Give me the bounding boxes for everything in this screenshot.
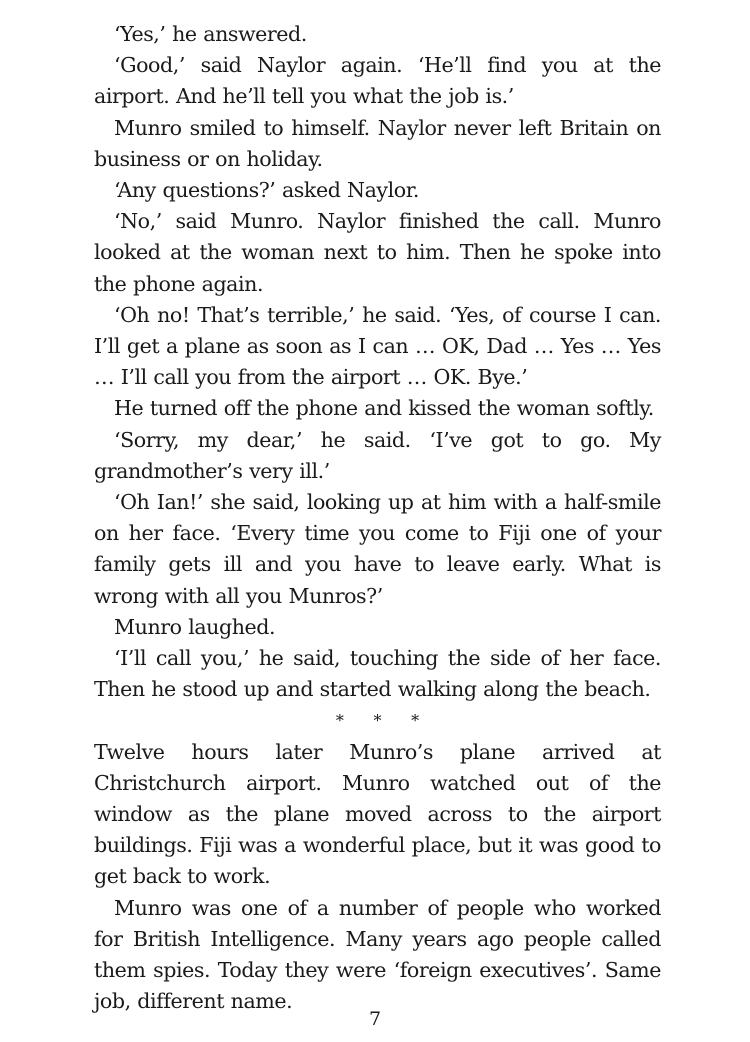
paragraph: Munro smiled to himself. Naylor never left Britain on business or on holiday. bbox=[94, 115, 661, 171]
paragraph: ‘Yes,’ he answered. bbox=[114, 22, 307, 46]
paragraph: ‘Good,’ said Naylor again. ‘He’ll find you at the airport. And he’ll tell you what the job is.’ bbox=[94, 53, 661, 109]
section-break: * * * bbox=[335, 711, 432, 731]
paragraph: ‘Sorry, my dear,’ he said. ‘I’ve got to go. My grandmother’s very ill.’ bbox=[94, 427, 661, 483]
paragraph: Twelve hours later Munro’s plane arrived at Christchurch airport. Munro watched out of the window as the plane moved across to the airport buildings. Fiji was a wonderful place, but it was good to get back to work. bbox=[94, 739, 661, 889]
paragraph: He turned off the phone and kissed the woman softly. bbox=[114, 396, 654, 421]
paragraph: ‘I’ll call you,’ he said, touching the side of her face. Then he stood up and started walking along the beach. bbox=[94, 646, 661, 702]
body-text bbox=[94, 19, 661, 1017]
paragraph: ‘Oh Ian!’ she said, looking up at him with a half-smile on her face. ‘Every time you come to Fiji one of your family gets ill and you have to leave early. What is wrong with all you Munros?’ bbox=[94, 490, 661, 608]
page-number: 7 bbox=[368, 1008, 382, 1030]
paragraph: ‘Any questions?’ asked Naylor. bbox=[114, 178, 419, 203]
paragraph: ‘No,’ said Munro. Naylor finished the call. Munro looked at the woman next to him. Then he spoke into the phone again. bbox=[94, 209, 661, 296]
paragraph: Munro laughed. bbox=[114, 614, 276, 639]
paragraph: Munro was one of a number of people who worked for British Intelligence. Many years ago people called them spies. Today they were ‘foreign executives’. Same job, different name. bbox=[94, 895, 661, 1014]
paragraph: ‘Oh no! That’s terrible,’ he said. ‘Yes, of course I can. I’ll get a plane as soon as I can … OK, Dad … Yes … Yes … I’ll call you from the airport … OK. Bye.’ bbox=[94, 302, 661, 390]
